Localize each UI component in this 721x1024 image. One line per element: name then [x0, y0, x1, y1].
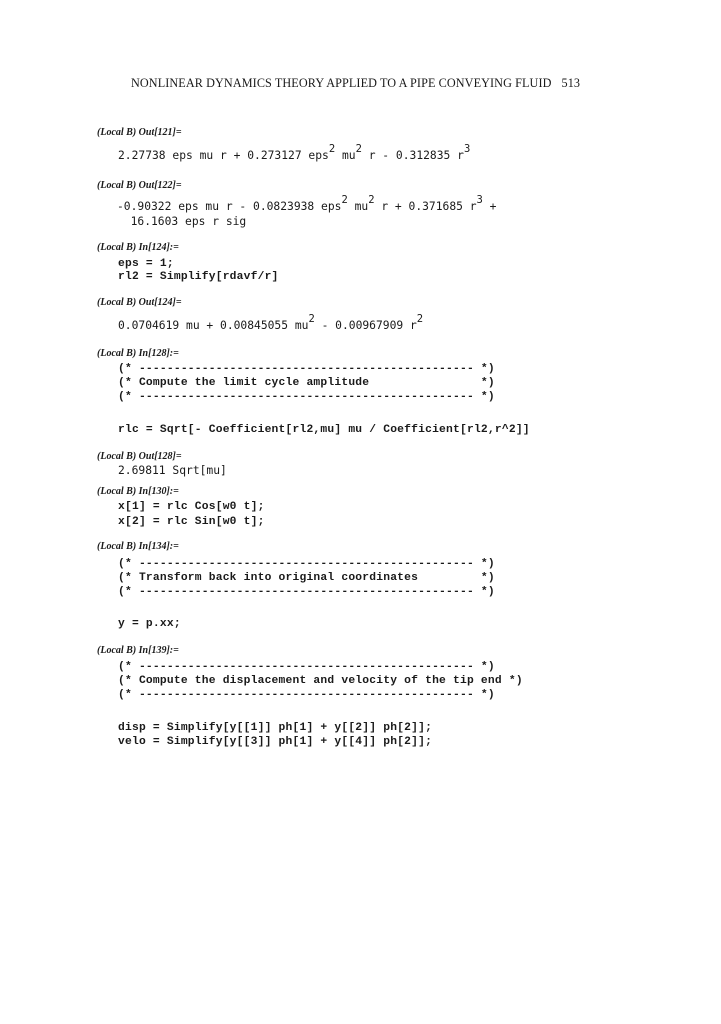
input-in139-line2: (* Compute the displacement and velocity of the tip end *) — [118, 675, 523, 687]
input-in124-line1: eps = 1; — [118, 258, 174, 270]
cell-label-out124: (Local B) Out[124]= — [97, 297, 182, 308]
output-out128-line1: 2.69811 Sqrt[mu] — [118, 464, 227, 477]
cell-label-in130: (Local B) In[130]:= — [97, 486, 179, 497]
input-in139-line3: (* ------------------------------------------------ *) — [118, 689, 495, 701]
cell-label-in134: (Local B) In[134]:= — [97, 541, 179, 552]
output-out124-line1: 0.0704619 mu + 0.00845055 $mu^2 - 0.00967909$ $r^2$ — [118, 313, 424, 332]
running-head — [131, 76, 621, 91]
output-out121-line1: 2.27738 eps mu r + 0.273127 eps$^2$ $mu^2$ r - 0.312835 $r^3$ — [118, 143, 471, 162]
cell-label-in128: (Local B) In[128]:= — [97, 348, 179, 359]
page-number: 513 — [561, 76, 581, 90]
input-in139-line5: velo = Simplify[y[[3]] ph[1] + y[[4]] ph[2]]; — [118, 736, 433, 748]
cell-label-out122: (Local B) Out[122]= — [97, 180, 182, 191]
output-out122-line1: -0.90322 eps mu r - 0.0823938 eps$^2$ $mu^2$ r + 0.371685 $r^3$ + — [117, 194, 497, 213]
input-in134-line4: y = p.xx; — [118, 618, 181, 630]
input-in130-line1: x[1] = rlc Cos[w0 t]; — [118, 501, 265, 513]
input-in134-line2: (* Transform back into original coordinates *) — [118, 572, 495, 584]
cell-label-out128: (Local B) Out[128]= — [97, 451, 182, 462]
cell-label-out121: (Local B) Out[121]= — [97, 127, 182, 138]
input-in139-line4: disp = Simplify[y[[1]] ph[1] + y[[2]] ph[2]]; — [118, 722, 433, 734]
input-in128-line2: (* Compute the limit cycle amplitude *) — [118, 377, 495, 389]
output-out122-line2: 16.1603 eps r sig — [117, 215, 247, 228]
input-in134-line3: (* ------------------------------------------------ *) — [118, 586, 495, 598]
input-in128-line1: (* ------------------------------------------------ *) — [118, 363, 495, 375]
input-in128-line3: (* ------------------------------------------------ *) — [118, 391, 495, 403]
input-in130-line2: x[2] = rlc Sin[w0 t]; — [118, 516, 265, 528]
input-in134-line1: (* ------------------------------------------------ *) — [118, 558, 495, 570]
input-in128-line4: rlc = Sqrt[- Coefficient[rl2,mu] mu / Coefficient[rl2,r^2]] — [118, 424, 530, 436]
input-in124-line2: rl2 = Simplify[rdavf/r] — [118, 271, 279, 283]
running-head-title: NONLINEAR DYNAMICS THEORY APPLIED TO A PIPE CONVEYING FLUID — [131, 76, 552, 90]
input-in139-line1: (* ------------------------------------------------ *) — [118, 661, 495, 673]
cell-label-in124: (Local B) In[124]:= — [97, 242, 179, 253]
cell-label-in139: (Local B) In[139]:= — [97, 645, 179, 656]
